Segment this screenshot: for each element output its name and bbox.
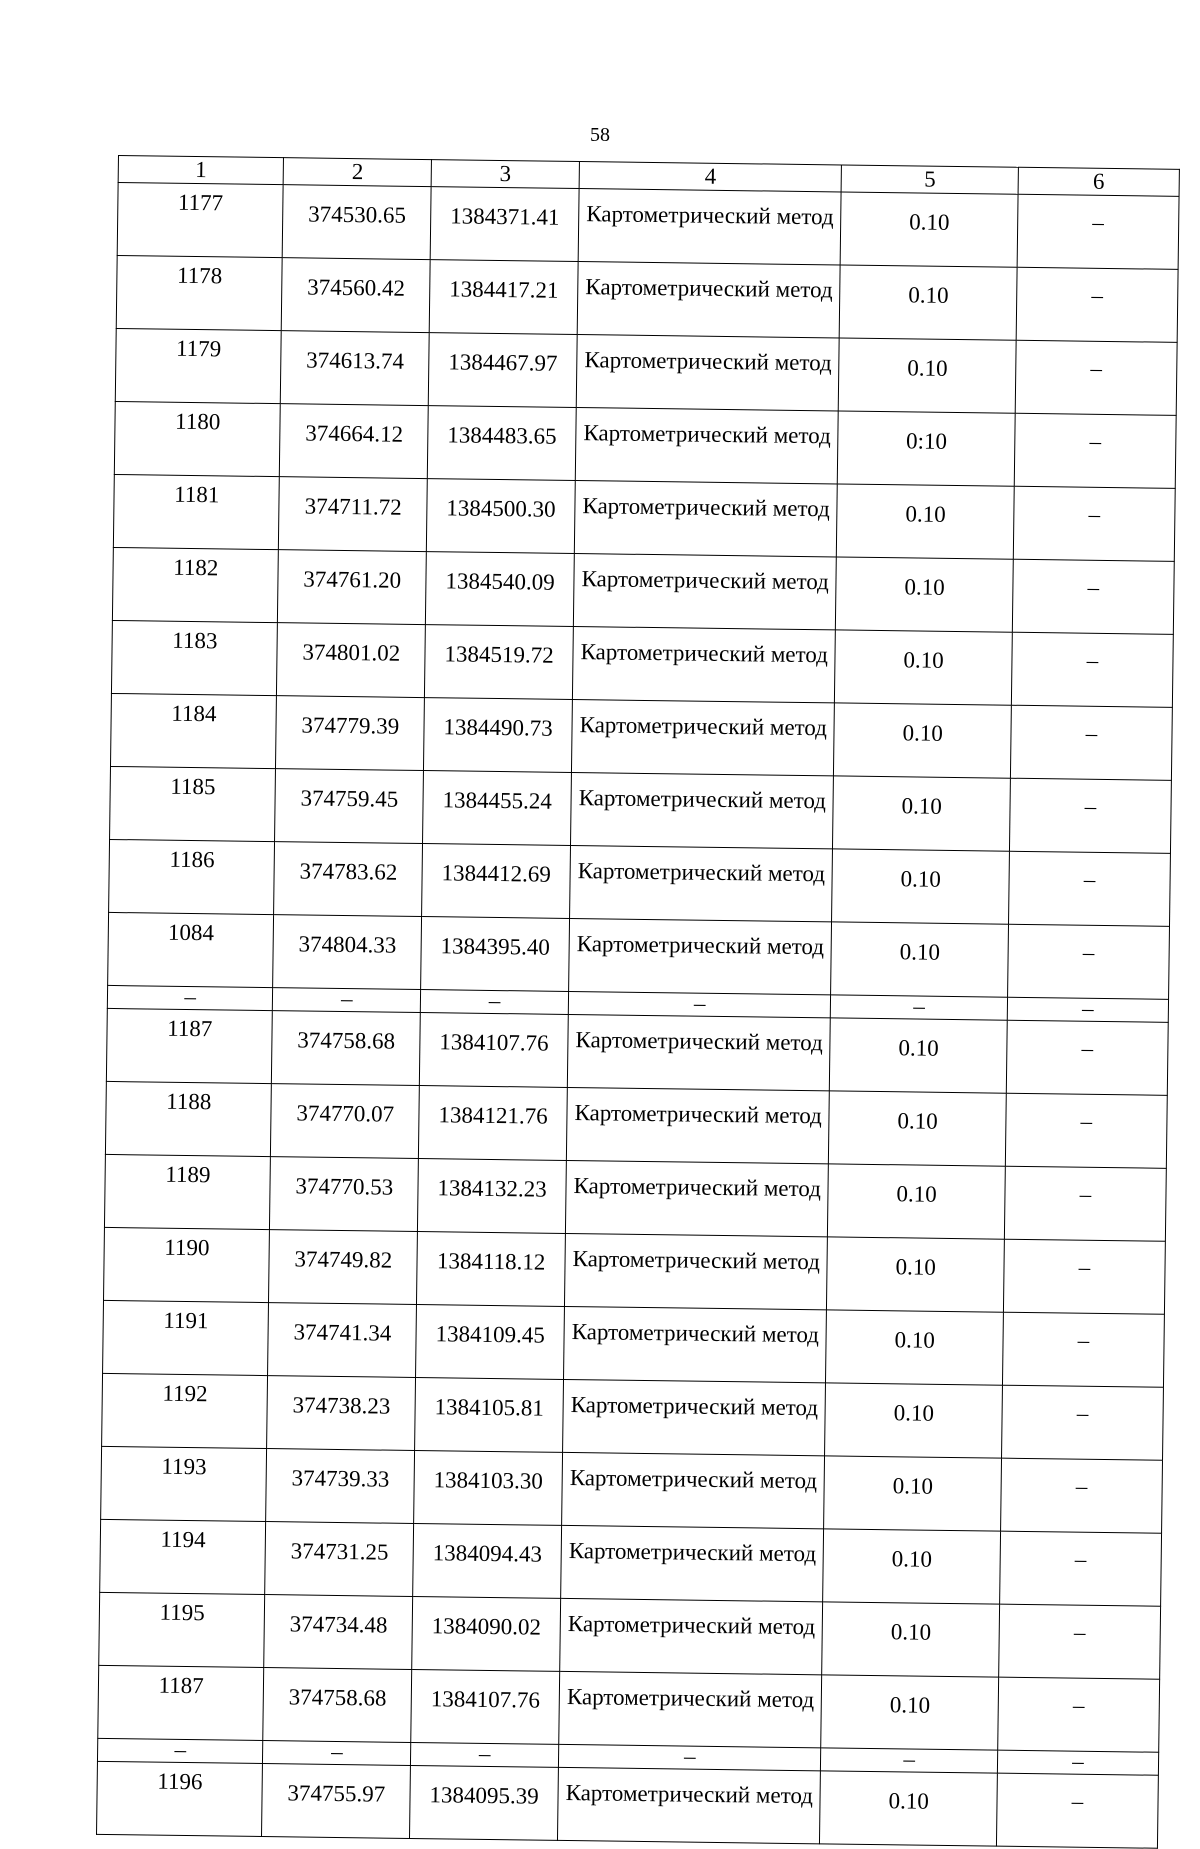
accuracy-cell: 0.10 [828,1164,1005,1239]
note-cell: – [998,1677,1160,1752]
y-coordinate-cell: 1384540.09 [426,552,575,627]
x-coordinate-cell: 374770.07 [271,1084,420,1159]
table-row [99,1592,1161,1679]
x-coordinate-cell: 374530.65 [283,185,432,260]
y-coordinate-cell: 1384109.45 [416,1305,565,1380]
point-number-cell: 1180 [114,401,280,476]
point-number-cell: 1183 [111,620,277,695]
x-coordinate-cell: 374749.82 [269,1230,418,1305]
accuracy-cell: 0.10 [820,1771,997,1846]
y-coordinate-cell: 1384118.12 [417,1232,566,1307]
accuracy-cell: 0.10 [832,849,1009,924]
table-row [116,255,1178,342]
method-cell: Картометрический метод [574,481,837,557]
point-number-cell: 1191 [103,1300,269,1375]
separator-cell: – [997,1750,1158,1775]
method-cell: Картометрический метод [562,1452,825,1528]
note-cell: – [1013,486,1175,561]
table-row [103,1300,1165,1387]
point-number-cell: 1182 [112,547,278,622]
note-cell: – [1005,1093,1167,1168]
separator-cell: – [421,990,569,1015]
note-cell: – [1012,559,1174,634]
column-header: 2 [284,158,432,187]
table-row [115,328,1177,415]
point-number-cell: 1192 [102,1373,268,1448]
note-cell: – [1009,778,1171,853]
method-cell: Картометрический метод [569,918,832,994]
note-cell: – [996,1773,1158,1848]
method-cell: Картометрический метод [571,699,834,775]
table-row [104,1227,1166,1314]
x-coordinate-cell: 374734.48 [264,1595,413,1670]
point-number-cell: 1188 [105,1081,271,1156]
y-coordinate-cell: 1384483.65 [427,406,576,481]
accuracy-cell: 0.10 [822,1602,999,1677]
separator-cell: – [263,1741,411,1766]
y-coordinate-cell: 1384417.21 [429,260,578,335]
method-cell: Картометрический метод [572,627,835,703]
separator-cell: – [273,988,421,1013]
x-coordinate-cell: 374804.33 [273,915,422,990]
accuracy-cell: 0.10 [831,922,1008,997]
table-row [109,839,1171,926]
point-number-cell: 1193 [101,1446,267,1521]
method-cell: Картометрический метод [577,262,840,338]
x-coordinate-cell: 374758.68 [272,1011,421,1086]
x-coordinate-cell: 374739.33 [266,1449,415,1524]
method-cell: Картометрический метод [570,772,833,848]
note-cell: – [1010,705,1172,780]
method-cell: Картометрический метод [567,1014,830,1090]
accuracy-cell: 0.10 [839,338,1016,413]
note-cell: – [1016,267,1178,342]
y-coordinate-cell: 1384105.81 [415,1378,564,1453]
point-number-cell: 1185 [110,766,276,841]
x-coordinate-cell: 374761.20 [278,550,427,625]
x-coordinate-cell: 374560.42 [282,258,431,333]
point-number-cell: 1194 [100,1519,266,1594]
accuracy-cell: 0.10 [823,1529,1000,1604]
method-cell: Картометрический метод [560,1598,823,1674]
separator-cell: – [831,995,1008,1020]
method-cell: Картометрический метод [563,1306,826,1382]
point-number-cell: 1187 [106,1008,272,1083]
table-row [106,1008,1168,1095]
method-cell: Картометрический метод [564,1233,827,1309]
table-row [110,693,1172,780]
x-coordinate-cell: 374783.62 [274,842,423,917]
column-header: 4 [579,162,842,192]
method-cell: Картометрический метод [575,408,838,484]
note-cell: – [1000,1531,1162,1606]
accuracy-cell: 0.10 [837,484,1014,559]
x-coordinate-cell: 374731.25 [265,1522,414,1597]
accuracy-cell: 0.10 [841,192,1018,267]
table-row [110,766,1172,853]
method-cell: Картометрический метод [563,1379,826,1455]
table-row [98,1665,1160,1752]
method-cell: Картометрический метод [561,1525,824,1601]
accuracy-cell: 0.10 [827,1237,1004,1312]
note-cell: – [1006,1020,1168,1095]
x-coordinate-cell: 374711.72 [279,477,428,552]
x-coordinate-cell: 374779.39 [276,696,425,771]
accuracy-cell: 0.10 [824,1456,1001,1531]
column-header: 6 [1018,167,1179,196]
accuracy-cell: 0:10 [838,411,1015,486]
note-cell: – [1008,851,1170,926]
y-coordinate-cell: 1384412.69 [422,844,571,919]
x-coordinate-cell: 374758.68 [263,1668,412,1743]
table-row [97,1761,1159,1848]
table-row [112,547,1174,634]
y-coordinate-cell: 1384107.76 [411,1669,560,1744]
note-cell: – [1004,1166,1166,1241]
note-cell: – [1002,1312,1164,1387]
table-row [117,183,1179,270]
x-coordinate-cell: 374770.53 [270,1157,419,1232]
y-coordinate-cell: 1384519.72 [425,625,574,700]
method-cell: Картометрический метод [578,189,841,265]
note-cell: – [1017,194,1179,269]
y-coordinate-cell: 1384395.40 [421,917,570,992]
note-cell: – [1014,413,1176,488]
separator-cell: – [558,1744,821,1770]
table-row [105,1081,1167,1168]
y-coordinate-cell: 1384371.41 [430,187,579,262]
note-cell: – [1007,924,1169,999]
accuracy-cell: 0.10 [836,557,1013,632]
y-coordinate-cell: 1384107.76 [420,1013,569,1088]
point-number-cell: 1178 [116,255,282,330]
separator-cell: – [411,1742,559,1767]
table-row [108,912,1170,999]
note-cell: – [1001,1385,1163,1460]
column-header: 5 [842,165,1019,194]
point-number-cell: 1181 [113,474,279,549]
table-row [114,401,1176,488]
y-coordinate-cell: 1384121.76 [419,1086,568,1161]
coordinates-table-container [96,155,1180,1849]
method-cell: Картометрический метод [559,1671,822,1747]
accuracy-cell: 0.10 [835,630,1012,705]
accuracy-cell: 0.10 [830,1018,1007,1093]
accuracy-cell: 0.10 [840,265,1017,340]
separator-cell: – [568,991,831,1017]
method-cell: Картометрический метод [576,335,839,411]
point-number-cell: 1186 [109,839,275,914]
method-cell: Картометрический метод [573,554,836,630]
note-cell: – [1003,1239,1165,1314]
accuracy-cell: 0.10 [829,1091,1006,1166]
note-cell: – [1015,340,1177,415]
y-coordinate-cell: 1384467.97 [428,333,577,408]
method-cell: Картометрический метод [570,845,833,921]
separator-cell: – [1007,997,1168,1022]
y-coordinate-cell: 1384094.43 [413,1523,562,1598]
method-cell: Картометрический метод [565,1160,828,1236]
y-coordinate-cell: 1384090.02 [412,1596,561,1671]
y-coordinate-cell: 1384103.30 [414,1450,563,1525]
page-number: 58 [590,124,610,146]
y-coordinate-cell: 1384095.39 [410,1765,559,1840]
accuracy-cell: 0.10 [821,1675,998,1750]
y-coordinate-cell: 1384500.30 [427,479,576,554]
accuracy-cell: 0.10 [833,776,1010,851]
x-coordinate-cell: 374741.34 [268,1303,417,1378]
point-number-cell: 1177 [117,183,283,258]
y-coordinate-cell: 1384490.73 [424,698,573,773]
x-coordinate-cell: 374613.74 [281,331,430,406]
table-row [102,1373,1164,1460]
point-number-cell: 1189 [104,1154,270,1229]
x-coordinate-cell: 374664.12 [280,404,429,479]
coordinates-table [96,155,1180,1849]
note-cell: – [999,1604,1161,1679]
point-number-cell: 1190 [104,1227,270,1302]
column-header: 3 [431,160,579,189]
accuracy-cell: 0.10 [826,1310,1003,1385]
separator-cell: – [97,1738,263,1763]
y-coordinate-cell: 1384132.23 [418,1159,567,1234]
y-coordinate-cell: 1384455.24 [423,771,572,846]
point-number-cell: 1196 [97,1761,263,1836]
table-row [100,1519,1162,1606]
separator-cell: – [107,985,273,1010]
table-row [104,1154,1166,1241]
table-row [113,474,1175,561]
method-cell: Картометрический метод [557,1767,820,1843]
table-row [111,620,1173,707]
x-coordinate-cell: 374759.45 [275,769,424,844]
x-coordinate-cell: 374755.97 [262,1764,411,1839]
table-row [101,1446,1163,1533]
x-coordinate-cell: 374801.02 [277,623,426,698]
note-cell: – [1011,632,1173,707]
point-number-cell: 1195 [99,1592,265,1667]
column-header: 1 [118,156,284,185]
method-cell: Картометрический метод [566,1087,829,1163]
point-number-cell: 1179 [115,328,281,403]
point-number-cell: 1184 [110,693,276,768]
accuracy-cell: 0.10 [834,703,1011,778]
point-number-cell: 1187 [98,1665,264,1740]
x-coordinate-cell: 374738.23 [267,1376,416,1451]
point-number-cell: 1084 [108,912,274,987]
accuracy-cell: 0.10 [825,1383,1002,1458]
separator-cell: – [821,1748,998,1773]
note-cell: – [1000,1458,1162,1533]
